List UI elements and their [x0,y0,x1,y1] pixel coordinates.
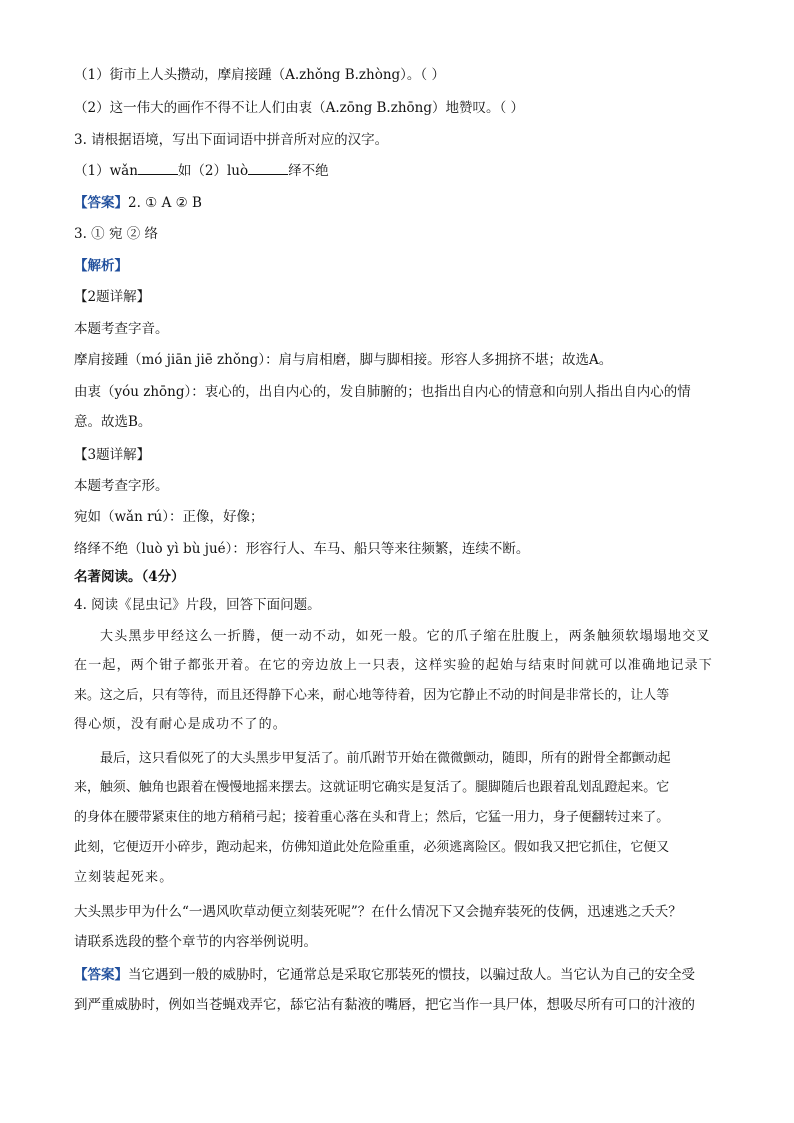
passage-line: 来。这之后，只有等待，而且还得静下心来，耐心地等待着，因为它静止不动的时间是非常长的，让人等 [74,688,670,703]
passage-line: 来，触须、触角也跟着在慢慢地摇来摆去。这就证明它确实是复活了。腿脚随后也跟着乱划乱蹬起来。它 [74,780,670,795]
detail-2-tag: 【2题详解】 [74,289,151,305]
question-4-text: 请联系选段的整个章节的内容举例说明。 [74,934,317,950]
answer-blank[interactable] [138,162,178,175]
answer-tag: 【答案】 [74,967,128,983]
question-2-item-1: （1）街市上人头攒动，摩肩接踵（A.zhǒng B.zhòng）。（ ） [74,67,445,83]
answer-tag: 【答案】 [74,195,128,211]
detail-2-text: 本题考查字音。 [74,321,169,337]
section-title: 名著阅读。（4分） [74,569,185,585]
detail-2-text: 意。故选B。 [74,414,152,430]
question-4-answer [74,966,695,984]
passage-line: 此刻，它便迈开小碎步，跑动起来，仿佛知道此处危险重重，必须逃离险区。假如我又把它抓住，它便又 [74,840,670,855]
passage-line: 得心烦，没有耐心是成功不了的。 [74,717,288,732]
detail-2-text: 摩肩接踵（mó jiān jiē zhǒng）：肩与肩相磨，脚与脚相接。形容人多拥挤不堪；故选A。 [74,352,613,368]
detail-3-tag: 【3题详解】 [74,447,151,463]
question-4-prompt: 4. 阅读《昆虫记》片段，回答下面问题。 [74,597,321,613]
q3-item-2-suffix: 绎不绝 [288,163,329,179]
q3-item-2-label: 如（2）luò [177,163,249,179]
passage-line: 最后，这只看似死了的大头黑步甲复活了。前爪跗节开始在微微颤动，随即，所有的跗骨全都颤动起 [100,751,671,766]
detail-3-text: 本题考查字形。 [74,478,169,494]
passage-line: 大头黑步甲经这么一折腾，便一动不动，如死一般。它的爪子缩在肚腹上，两条触须软塌塌地交叉 [100,629,711,644]
answer-3: 3. ① 宛 ② 络 [74,226,159,242]
q3-item-1-label: （1）wǎn [74,163,138,179]
detail-3-text: 宛如（wǎn rú）：正像，好像； [74,509,264,525]
answer-text: 当它遇到一般的威胁时，它通常总是采取它那装死的惯技，以骗过敌人。当它认为自己的安全受 [128,967,695,983]
analysis-tag: 【解析】 [74,258,128,274]
answer-blank[interactable] [248,162,288,175]
passage-line: 在一起，两个钳子都张开着。在它的旁边放上一只表，这样实验的起始与结束时间就可以准确地记录下 [74,658,714,673]
question-4-answer-text: 到严重威胁时，例如当苍蝇戏弄它，舔它沾有黏液的嘴唇，把它当作一具尸体，想吸尽所有可口的汁液的 [74,997,695,1013]
question-2-item-2: （2）这一伟大的画作不得不让人们由衷（A.zōng B.zhōng）地赞叹。（ ） [74,100,525,116]
detail-2-text: 由衷（yóu zhōng）：衷心的，出自内心的，发自肺腑的；也指出自内心的情意和向别人指出自内心的情 [74,384,691,400]
question-4-text: 大头黑步甲为什么“一遇风吹草动便立刻装死呢”？在什么情况下又会抛弃装死的伎俩，迅速逃之夭夭？ [74,904,682,920]
passage-line: 的身体在腰带紧束住的地方稍稍弓起；接着重心落在头和背上；然后，它猛一用力，身子便翻转过来了。 [74,810,670,825]
question-3-prompt: 3. 请根据语境，写出下面词语中拼音所对应的汉字。 [74,132,389,148]
detail-3-text: 络绎不绝（luò yì bù jué）：形容行人、车马、船只等来往频繁，连续不断。 [74,541,530,557]
passage-line: 立刻装起死来。 [74,870,174,885]
question-3-items [74,162,329,180]
answer-2: 2. ① A ② B [128,195,202,211]
answer-line-1 [74,194,202,212]
